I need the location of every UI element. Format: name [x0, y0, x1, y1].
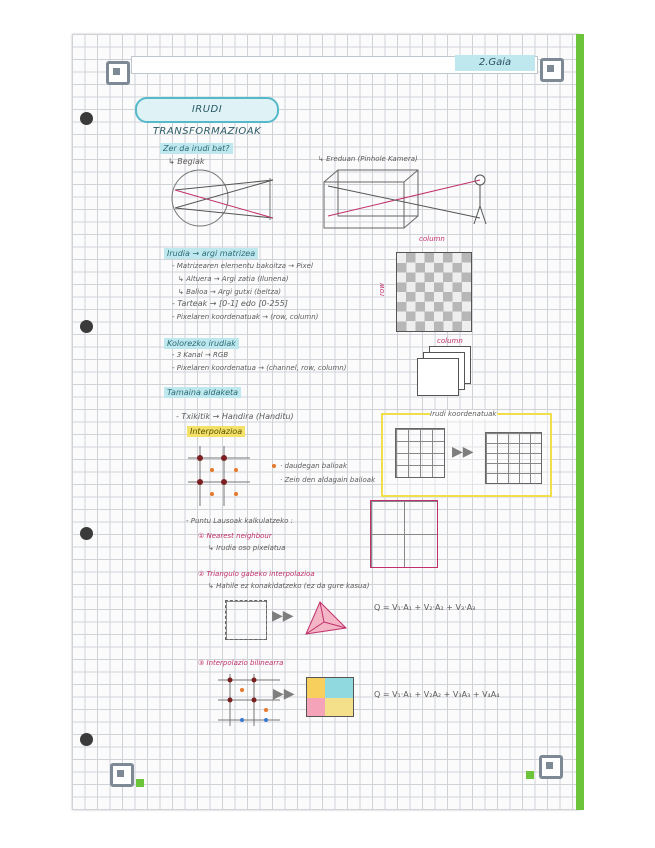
method-heading: ③ Interpolazio bilinearra	[198, 659, 284, 667]
interpolation-heading: Interpolazioa	[187, 426, 245, 437]
column-label: column	[437, 337, 463, 345]
legend-line: · daudegan balioak	[280, 462, 348, 470]
margin-bar	[576, 34, 584, 810]
binder-hole	[80, 527, 93, 540]
green-mark	[526, 771, 534, 779]
note-line: - Pixelaren koordenatua → (channel, row, column)	[172, 364, 347, 372]
camera-label: ↳ Ereduan (Pinhole Kamera)	[318, 155, 418, 163]
coordinates-label: Irudi koordenatuak	[430, 410, 497, 418]
triangle-figure	[302, 598, 352, 640]
small-grid	[395, 428, 445, 478]
legend-line: · Zein den aldagain balioak	[280, 476, 376, 484]
note-line: ↳ Irudia oso pixelatua	[208, 544, 286, 552]
arrow-icon: ▶▶	[452, 444, 474, 460]
interpolation-grid	[180, 440, 255, 510]
section-heading: Irudia → argi matrizea	[164, 248, 258, 259]
corner-mark-icon	[110, 763, 134, 787]
channel-layer	[417, 358, 459, 396]
formula-triangle: Q = V₁·A₁ + V₂·A₂ + V₃·A₃	[374, 603, 476, 612]
binder-hole	[80, 733, 93, 746]
section-heading: Tamaina aldaketa	[164, 387, 241, 398]
bilinear-square	[306, 677, 354, 717]
method-heading: ① Nearest neighbour	[198, 532, 272, 540]
formula-bilinear: Q = V₁·A₁ + V₂A₂ + V₃A₃ + V₄A₄	[374, 690, 500, 699]
note-line: - Txikitik → Handira (Handitu)	[176, 412, 294, 421]
legend-dot	[272, 464, 276, 468]
note-line: ↳ Balioa → Argi gutxi (beltza)	[178, 288, 282, 296]
pinhole-camera-diagram	[318, 166, 493, 232]
note-line: ↳ Altuera → Argi zatia (Ilunena)	[178, 275, 289, 283]
row-label: row	[377, 283, 386, 296]
column-label: column	[419, 235, 445, 243]
note-line: - 3 Kanal → RGB	[172, 351, 229, 359]
corner-mark-icon	[106, 61, 130, 85]
note-line: - Matrizearen elementu bakoitza → Pixel	[172, 262, 313, 270]
corner-mark-icon	[540, 58, 564, 82]
eye-diagram	[165, 168, 285, 230]
page-title: IRUDI TRANSFORMAZIOAK	[135, 97, 279, 123]
section-heading: Zer da irudi bat?	[160, 143, 233, 154]
binder-hole	[80, 320, 93, 333]
arrow-icon: ▶▶	[272, 608, 294, 624]
note-line: - Pixelaren koordenatuak → (row, column)	[172, 313, 319, 321]
large-grid	[485, 432, 542, 484]
binder-hole	[80, 112, 93, 125]
note-line: - Puntu Lausoak kalkulatzeko :	[186, 517, 294, 525]
note-line: - Tarteak → [0-1] edo [0-255]	[172, 299, 288, 308]
corner-mark-icon	[539, 755, 563, 779]
method-heading: ② Triangulo gabeko interpolazioa	[198, 570, 315, 578]
checker-matrix	[396, 252, 472, 332]
eye-label: ↳ Begiak	[168, 157, 205, 166]
section-heading: Kolorezko irudiak	[164, 338, 239, 349]
chapter-label: 2.Gaia	[455, 55, 535, 71]
arrow-icon: ▶▶	[273, 686, 295, 702]
neighbour-box	[370, 500, 438, 568]
triangle-grid	[225, 600, 267, 640]
note-line: ↳ Hahile ez konakidatzeko (ez da gure kasua)	[208, 582, 370, 590]
green-mark	[136, 779, 144, 787]
